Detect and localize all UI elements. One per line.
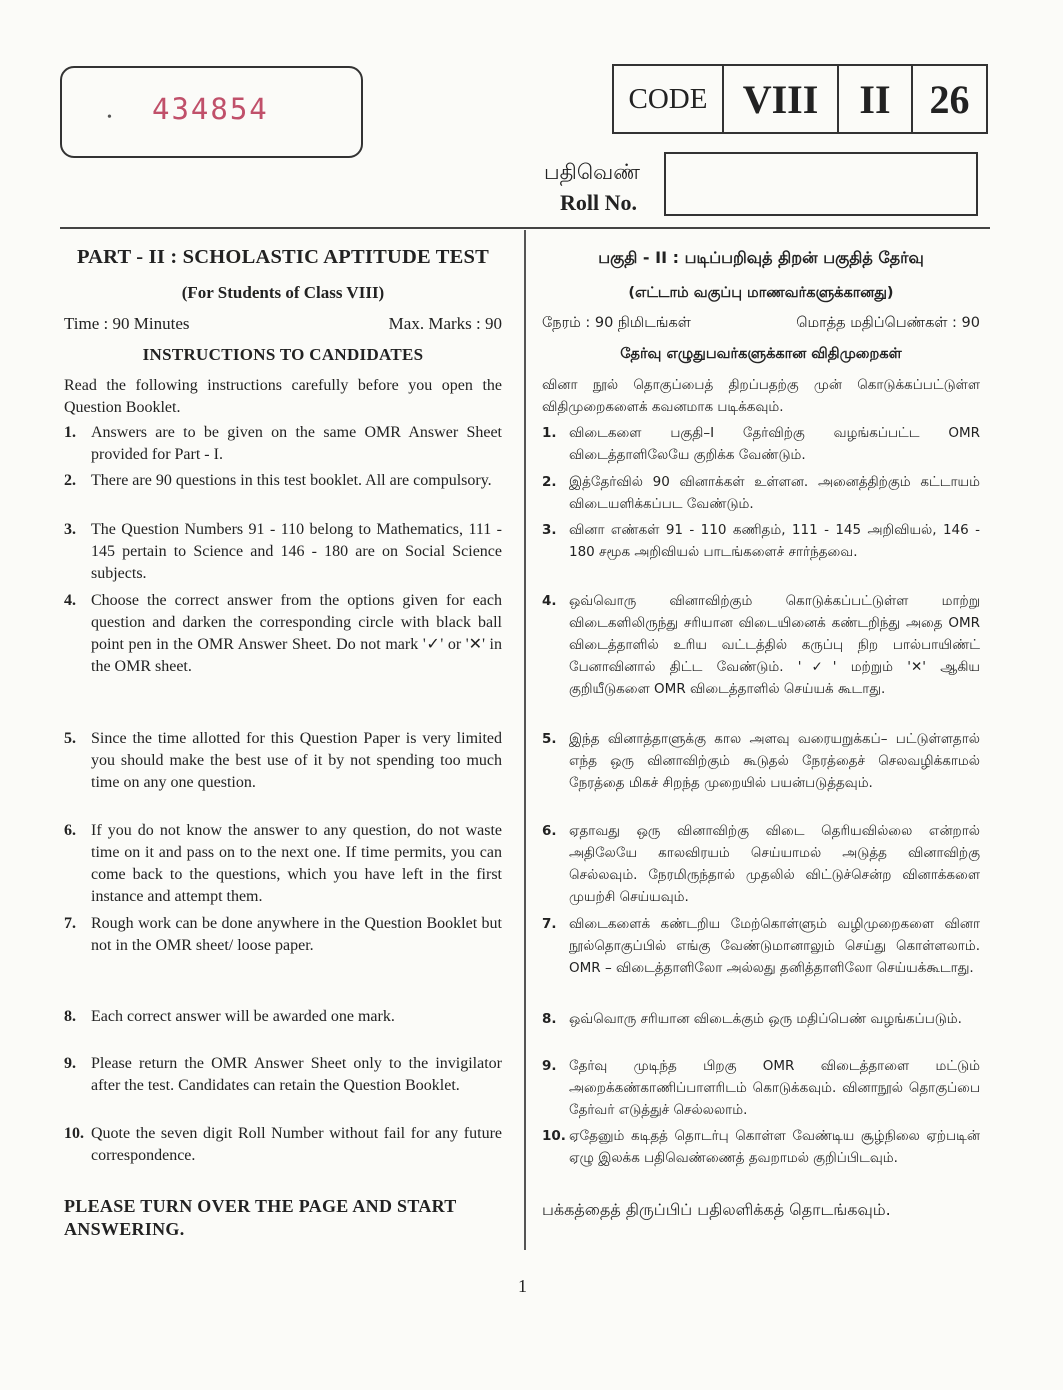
english-title: PART - II : SCHOLASTIC APTITUDE TEST [76, 246, 490, 268]
serial-number: 434854 [152, 92, 269, 126]
page-number: 1 [518, 1276, 527, 1296]
header-divider [60, 227, 990, 229]
english-instruction-item [64, 820, 502, 908]
code-class: VIII [724, 66, 839, 132]
item-number: 2. [542, 474, 557, 490]
code-number: 26 [929, 76, 970, 122]
tamil-instructions-heading: தேர்வு எழுதுபவர்களுக்கான விதிமுறைகள் [620, 346, 902, 362]
item-number: 6. [64, 822, 76, 839]
english-time: Time : 90 Minutes [64, 314, 190, 333]
english-footer: PLEASE TURN OVER THE PAGE AND START ANSWERING. [64, 1196, 457, 1239]
english-max-marks: Max. Marks : 90 [388, 314, 502, 333]
item-number: 5. [542, 731, 557, 747]
tamil-footer: பக்கத்தைத் திருப்பிப் பதிலளிக்கத் தொடங்கவும். [542, 1200, 891, 1219]
serial-dot: • [107, 110, 112, 125]
code-label: CODE [614, 66, 724, 132]
tamil-instruction-item [542, 1055, 980, 1121]
item-text: Choose the correct answer from the options given for each question and darken the corresponding circle with black ball point pen in the OMR Answer Sheet. Do not mark '✓' or '✕' in the OMR sheet. [91, 592, 502, 675]
tamil-instruction-item [542, 820, 980, 908]
tamil-instruction-item [542, 728, 980, 794]
english-subtitle: (For Students of Class VIII) [181, 283, 385, 302]
item-text: ஏதாவது ஒரு வினாவிற்கு விடை தெரியவில்லை என்றால் அதிலேயே காலவிரயம் செய்யாமல் அடுத்த வினாவிற்கு செல்லவும். நேரமிருந்தால் முதலில் விட்டுச்சென்ற வினாக்களை முயற்சி செய்யவும். [569, 823, 980, 905]
tamil-instruction-item [542, 590, 980, 700]
item-number: 7. [64, 915, 76, 932]
item-number: 2. [64, 472, 76, 489]
item-number: 1. [64, 424, 76, 441]
item-number: 4. [64, 592, 76, 609]
roll-label-tamil: பதிவெண் [544, 160, 640, 184]
english-instructions-heading: INSTRUCTIONS TO CANDIDATES [142, 345, 424, 364]
tamil-instruction-item [542, 913, 980, 979]
item-text: வினா எண்கள் 91 - 110 கணிதம், 111 - 145 அறிவியல், 146 - 180 சமூக அறிவியல் பாடங்களைச் சார்ந்தவை. [569, 522, 980, 560]
tamil-instruction-item [542, 422, 980, 466]
item-number: 10. [542, 1128, 566, 1144]
item-number: 1. [542, 425, 557, 441]
item-number: 7. [542, 916, 557, 932]
item-text: இந்த வினாத்தாளுக்கு கால அளவு வரையறுக்கப்– பட்டுள்ளதால் எந்த ஒரு வினாவிற்கும் கூடுதல் நேரத்தைச் செலவழிக்காமல் நேரத்தை மிகச் சிறந்த முறையில் பயன்படுத்தவும். [569, 731, 980, 791]
english-instruction-item [64, 1123, 502, 1167]
code-part: II [839, 66, 913, 132]
english-intro: Read the following instructions carefully before you open the Question Booklet. [64, 377, 502, 416]
item-number: 4. [542, 593, 557, 609]
tamil-title: பகுதி - II : படிப்பறிவுத் திறன் பகுதித் தேர்வு [598, 248, 924, 267]
item-text: Rough work can be done anywhere in the Question Booklet but not in the OMR sheet/ loose paper. [91, 915, 502, 954]
item-text: ஒவ்வொரு வினாவிற்கும் கொடுக்கப்பட்டுள்ள மாற்று விடைகளிலிருந்து சரியான விடையினைக் கண்டறிந்து அதை OMR விடைத்தாளில் உரிய வட்டத்தில் கருப்பு நிற பால்பாயிண்ட் பேனாவினால் திட்ட வேண்டும். '✓' மற்றும் '✕' ஆகிய குறியீடுகளை OMR விடைத்தாளில் செய்யக் கூடாது. [569, 593, 980, 697]
english-instruction-item [64, 590, 502, 678]
tamil-time: நேரம் : 90 நிமிடங்கள் [542, 315, 691, 331]
english-instruction-item [64, 519, 502, 585]
roll-label-english: Roll No. [560, 190, 637, 215]
item-text: Since the time allotted for this Question Paper is very limited you should make the best use of it by not spending too much time on any one question. [91, 730, 502, 791]
roll-number-field[interactable] [664, 152, 978, 216]
item-text: ஒவ்வொரு சரியான விடைக்கும் ஒரு மதிப்பெண் வழங்கப்படும். [569, 1011, 962, 1027]
item-text: Each correct answer will be awarded one mark. [91, 1008, 395, 1025]
item-text: Answers are to be given on the same OMR Answer Sheet provided for Part - I. [91, 424, 502, 463]
code-table [612, 64, 988, 134]
item-number: 8. [542, 1011, 557, 1027]
tamil-instruction-item [542, 1125, 980, 1169]
item-number: 3. [542, 522, 557, 538]
english-instruction-item [64, 913, 502, 957]
item-number: 8. [64, 1008, 76, 1025]
item-text: ஏதேனும் கடிதத் தொடர்பு கொள்ள வேண்டிய சூழ்நிலை ஏற்படின் ஏழு இலக்க பதிவெண்ணைத் தவறாமல் குறிப்பிடவும். [569, 1128, 980, 1166]
item-text: தேர்வு முடிந்த பிறகு OMR விடைத்தாளை மட்டும் அறைக்கண்காணிப்பாளரிடம் கொடுக்கவும். வினாநூல் தொகுப்பை தேர்வர் எடுத்துச் செல்லலாம். [569, 1058, 980, 1118]
english-instruction-item [64, 1006, 502, 1028]
english-instruction-item [64, 422, 502, 466]
item-number: 9. [542, 1058, 557, 1074]
item-number: 3. [64, 521, 76, 538]
item-text: There are 90 questions in this test booklet. All are compulsory. [91, 472, 492, 489]
tamil-intro: வினா நூல் தொகுப்பைத் திறப்பதற்கு முன் கொடுக்கப்பட்டுள்ள விதிமுறைகளைக் கவனமாக படிக்கவும். [542, 377, 980, 415]
tamil-instruction-item [542, 471, 980, 515]
english-instruction-item [64, 728, 502, 794]
item-number: 9. [64, 1055, 76, 1072]
english-instruction-item [64, 1053, 502, 1097]
tamil-instruction-item [542, 519, 980, 563]
item-text: Please return the OMR Answer Sheet only to the invigilator after the test. Candidates can retain the Question Booklet. [91, 1055, 502, 1094]
item-text: If you do not know the answer to any question, do not waste time on it and pass on to the next one. If time permits, you can come back to the questions, which you have left in the first instance and attempt them. [91, 822, 502, 905]
tamil-subtitle: (எட்டாம் வகுப்பு மாணவர்களுக்கானது) [628, 285, 894, 301]
item-text: விடைகளை பகுதி–I தேர்விற்கு வழங்கப்பட்ட OMR விடைத்தாளிலேயே குறிக்க வேண்டும். [569, 425, 980, 463]
item-text: விடைகளைக் கண்டறிய மேற்கொள்ளும் வழிமுறைகளை வினா நூல்தொகுப்பில் எங்கு வேண்டுமானாலும் செய்து கொள்ளலாம். OMR – விடைத்தாளிலோ அல்லது தனித்தாளிலோ செய்யக்கூடாது. [569, 916, 980, 976]
column-divider [524, 230, 526, 1250]
item-text: The Question Numbers 91 - 110 belong to Mathematics, 111 - 145 pertain to Science and 146 - 180 are on Social Science subjects. [91, 521, 502, 582]
item-number: 5. [64, 730, 76, 747]
english-instruction-item [64, 470, 502, 492]
tamil-instruction-item [542, 1008, 980, 1030]
item-number: 6. [542, 823, 557, 839]
item-text: இத்தேர்வில் 90 வினாக்கள் உள்ளன. அனைத்திற்கும் கட்டாயம் விடையளிக்கப்பட வேண்டும். [569, 474, 980, 512]
item-text: Quote the seven digit Roll Number without fail for any future correspondence. [91, 1125, 502, 1164]
item-number: 10. [64, 1125, 84, 1142]
serial-number-box [60, 66, 363, 158]
tamil-max-marks: மொத்த மதிப்பெண்கள் : 90 [796, 315, 980, 331]
